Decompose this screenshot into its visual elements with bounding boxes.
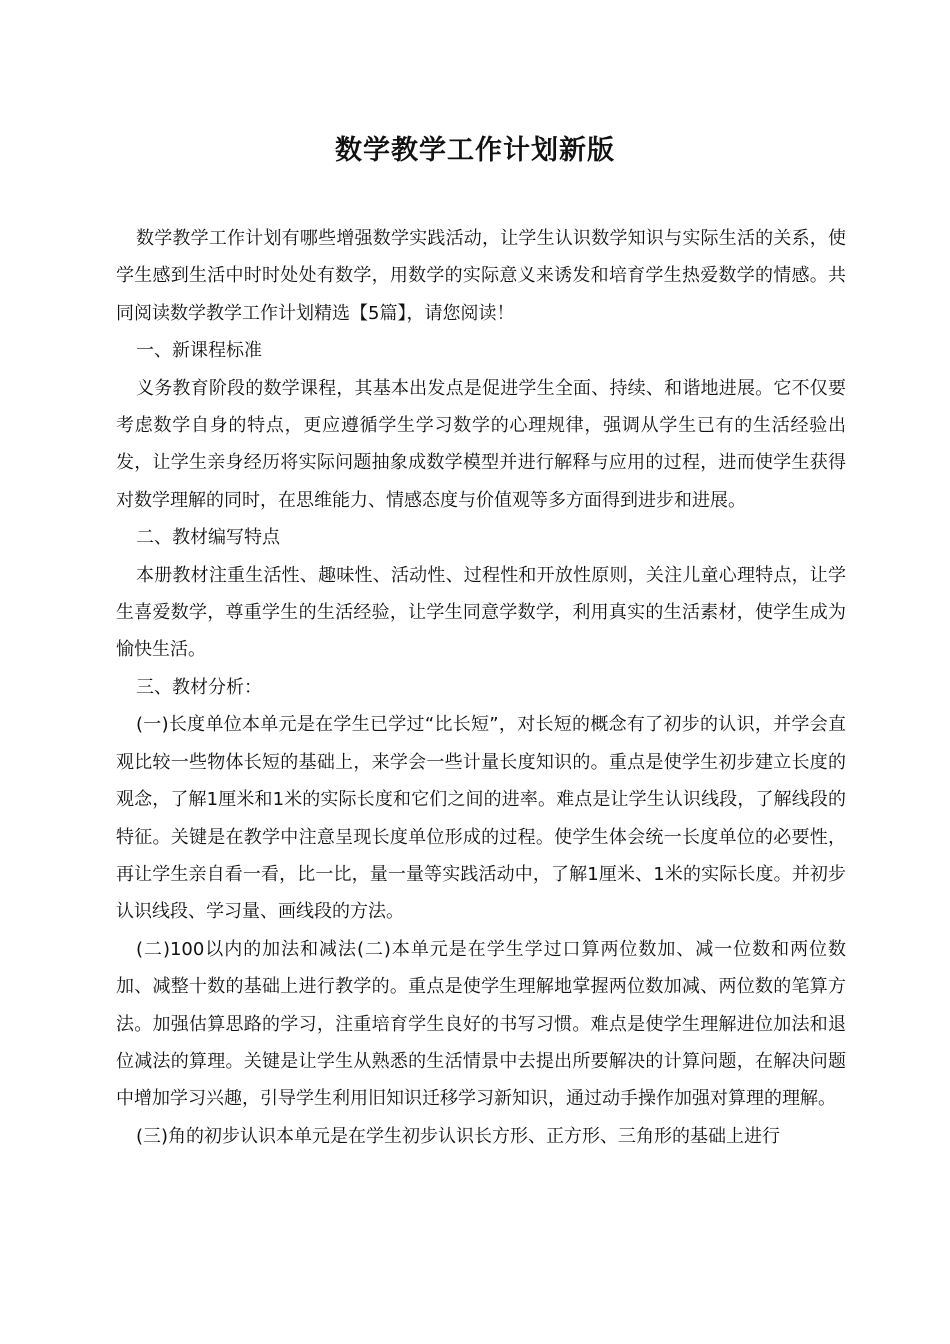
body-paragraph: 义务教育阶段的数学课程，其基本出发点是促进学生全面、持续、和谐地进展。它不仅要考虑数学自身的特点，更应遵循学生学习数学的心理规律，强调从学生已有的生活经验出发，让学生亲身经历将实际问题抽象成数学模型并进行解释与应用的过程，进而使学生获得对数学理解的同时，在思维能力、情感态度与价值观等多方面得到进步和进展。	[116, 377, 846, 511]
body-paragraph: 本册教材注重生活性、趣味性、活动性、过程性和开放性原则，关注儿童心理特点，让学生喜爱数学，尊重学生的生活经验，让学生同意学数学，利用真实的生活素材，使学生成为愉快生活。	[116, 564, 846, 661]
document-body	[116, 220, 846, 1155]
body-paragraph: (二)100以内的加法和减法(二)本单元是在学生学过口算两位数加、减一位数和两位数加、减整十数的基础上进行教学的。重点是使学生理解地掌握两位数加减、两位数的笔算方法。加强估算思路的学习，注重培育学生良好的书写习惯。难点是使学生理解进位加法和退位减法的算理。关键是让学生从熟悉的生活情景中去提出所要解决的计算问题，在解决问题中增加学习兴趣，引导学生利用旧知识迁移学习新知识，通过动手操作加强对算理的理解。	[116, 938, 846, 1110]
section-heading-textbook-analysis: 三、教材分析：	[136, 676, 262, 698]
intro-paragraph: 数学教学工作计划有哪些增强数学实践活动，让学生认识数学知识与实际生活的关系，使学生感到生活中时时处处有数学，用数学的实际意义来诱发和培育学生热爱数学的情感。共同阅读数学教学工作计划精选【5篇】，请您阅读！	[116, 228, 846, 324]
body-paragraph: (三)角的初步认识本单元是在学生初步认识长方形、正方形、三角形的基础上进行	[136, 1125, 781, 1147]
section-heading-new-curriculum: 一、新课程标准	[136, 340, 262, 362]
body-paragraph: (一)长度单位本单元是在学生已学过“比长短”，对长短的概念有了初步的认识，并学会直观比较一些物体长短的基础上，来学会一些计量长度知识的。重点是使学生初步建立长度的观念，了解1厘米和1米的实际长度和它们之间的进率。难点是让学生认识线段，了解线段的特征。关键是在教学中注意呈现长度单位形成的过程。使学生体会统一长度单位的必要性，再让学生亲自看一看，比一比，量一量等实践活动中，了解1厘米、1米的实际长度。并初步认识线段、学习量、画线段的方法。	[116, 714, 846, 923]
document-title: 数学教学工作计划新版	[335, 135, 615, 166]
section-heading-textbook-features: 二、教材编写特点	[136, 527, 280, 549]
